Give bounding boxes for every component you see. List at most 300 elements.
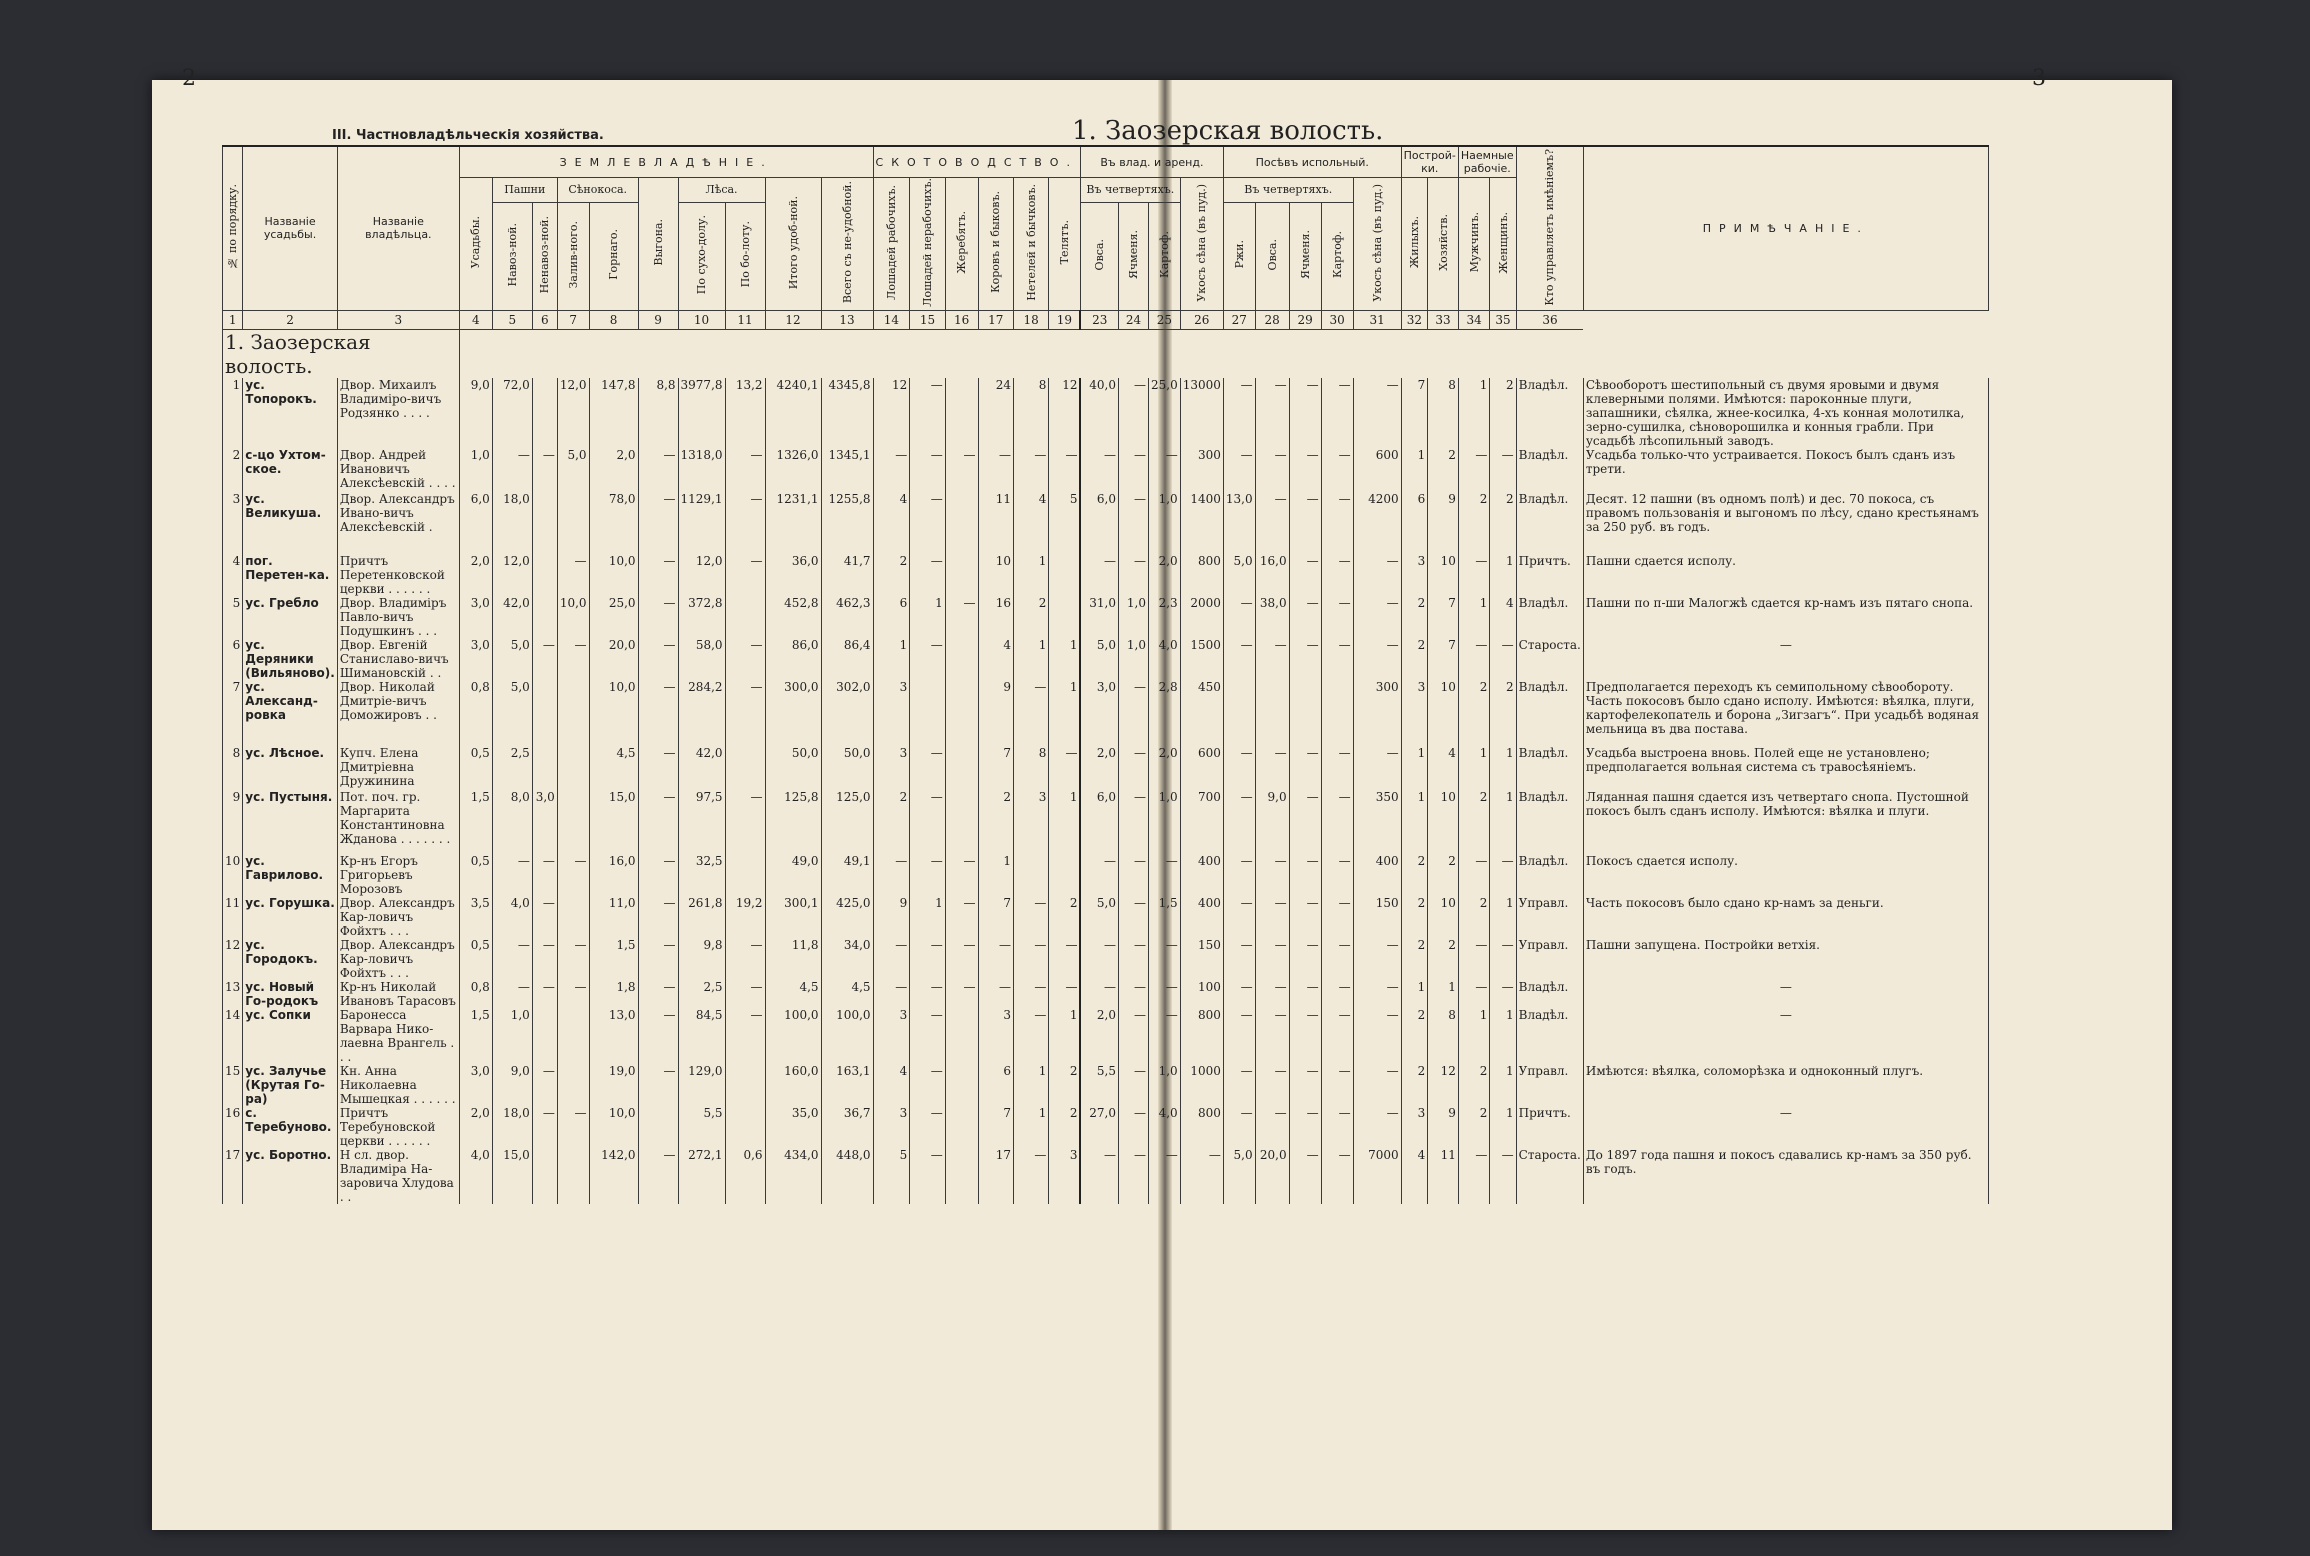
row-number: 16 (223, 1106, 243, 1148)
data-cell: 1 (1458, 1008, 1489, 1064)
data-cell: 3 (978, 1008, 1013, 1064)
data-cell: 129,0 (678, 1064, 725, 1106)
data-cell: — (1013, 680, 1048, 746)
col-header-number: № по порядку. (223, 146, 243, 310)
row-number: 10 (223, 854, 243, 896)
data-cell: — (1289, 980, 1321, 1008)
data-cell (1049, 854, 1081, 896)
data-cell: — (1223, 378, 1255, 448)
row-number: 9 (223, 790, 243, 854)
data-cell: 9,0 (492, 1064, 532, 1106)
col-header-c9: Выгона. (638, 178, 678, 311)
data-cell: 300 (1180, 448, 1223, 492)
data-cell: — (1255, 1064, 1289, 1106)
col-header-c31: Укосъ сѣна (въ пуд.) (1353, 178, 1401, 311)
data-cell: — (1353, 1064, 1401, 1106)
data-cell: 10,0 (589, 554, 638, 596)
estate-name: ус. Деряники (Вильяново). (243, 638, 338, 680)
table-row (223, 448, 1989, 492)
data-cell: 42,0 (492, 596, 532, 638)
data-cell: — (1458, 638, 1489, 680)
data-cell: 3 (1049, 1148, 1081, 1204)
data-cell: 16,0 (589, 854, 638, 896)
data-cell: 1 (1401, 980, 1428, 1008)
data-cell: 2,5 (492, 746, 532, 790)
data-cell: — (1049, 448, 1081, 492)
data-cell: — (725, 938, 765, 980)
data-cell: 8,8 (638, 378, 678, 448)
data-cell: 50,0 (765, 746, 821, 790)
data-cell: — (1223, 448, 1255, 492)
data-cell: 38,0 (1255, 596, 1289, 638)
note-cell: — (1583, 638, 1988, 680)
data-cell: — (910, 1008, 945, 1064)
data-cell: — (1118, 1008, 1148, 1064)
data-cell: 2,0 (1080, 1008, 1118, 1064)
data-cell: 150 (1180, 938, 1223, 980)
data-cell: — (638, 554, 678, 596)
col-header-c25: Картоф. (1148, 202, 1180, 310)
data-cell: 16 (978, 596, 1013, 638)
data-cell: — (873, 854, 910, 896)
data-cell: 34,0 (821, 938, 873, 980)
table-row (223, 638, 1989, 680)
data-cell: — (978, 938, 1013, 980)
data-cell: — (1049, 938, 1081, 980)
data-cell: 1 (1401, 746, 1428, 790)
data-cell: 5,5 (678, 1106, 725, 1148)
col-header-c13: Всего съ не-удобной. (821, 178, 873, 311)
data-cell: — (1353, 596, 1401, 638)
data-cell: — (1353, 554, 1401, 596)
table-row (223, 596, 1989, 638)
data-cell: 4345,8 (821, 378, 873, 448)
data-cell: — (1458, 554, 1489, 596)
data-cell: 3,5 (459, 896, 492, 938)
data-cell: — (873, 448, 910, 492)
data-cell: 6,0 (1080, 492, 1118, 554)
column-number: 30 (1321, 310, 1353, 329)
data-cell: — (1289, 378, 1321, 448)
data-cell: 147,8 (589, 378, 638, 448)
data-cell (532, 596, 557, 638)
data-cell: — (1490, 448, 1516, 492)
data-cell: 41,7 (821, 554, 873, 596)
data-cell: — (978, 448, 1013, 492)
data-cell: — (1223, 596, 1255, 638)
data-cell: 25,0 (1148, 378, 1180, 448)
col-header-c34: Мужчинъ. (1458, 178, 1489, 311)
data-cell (945, 1064, 978, 1106)
data-cell: — (492, 448, 532, 492)
data-cell: 78,0 (589, 492, 638, 554)
data-cell: — (1049, 746, 1081, 790)
data-cell: — (1289, 1106, 1321, 1148)
data-cell: 400 (1180, 896, 1223, 938)
data-cell: — (1013, 980, 1048, 1008)
data-cell: 600 (1180, 746, 1223, 790)
data-cell: — (638, 790, 678, 854)
data-cell: — (532, 638, 557, 680)
owner-name: Двор. Владиміръ Павло-вичъ Подушкинъ . . . (337, 596, 459, 638)
data-cell: 1 (1458, 596, 1489, 638)
data-cell: 2000 (1180, 596, 1223, 638)
data-cell: — (873, 938, 910, 980)
data-cell: 9 (1428, 492, 1459, 554)
table-row (223, 1148, 1989, 1204)
data-cell: — (1255, 1106, 1289, 1148)
manager-cell: Владѣл. (1516, 378, 1583, 448)
data-cell: — (1289, 554, 1321, 596)
column-number: 24 (1118, 310, 1148, 329)
data-cell: — (1321, 938, 1353, 980)
column-number: 33 (1428, 310, 1459, 329)
table-body (223, 310, 1989, 1204)
data-cell: — (638, 448, 678, 492)
data-cell: 20,0 (1255, 1148, 1289, 1204)
col-header-c7: Залив-ного. (557, 202, 589, 310)
owner-name: Двор. Евгеній Станиславо-вичъ Шимановскій . . (337, 638, 459, 680)
data-cell: 19,0 (589, 1064, 638, 1106)
data-cell: 300,0 (765, 680, 821, 746)
data-cell: 1 (1049, 638, 1081, 680)
data-cell: 1 (1458, 746, 1489, 790)
data-cell: — (1353, 378, 1401, 448)
col-header-c17: Коровъ и быковъ. (978, 178, 1013, 311)
data-cell: 32,5 (678, 854, 725, 896)
data-cell: — (1321, 596, 1353, 638)
data-cell: 1,5 (1148, 896, 1180, 938)
data-cell: 86,4 (821, 638, 873, 680)
data-cell: — (1013, 896, 1048, 938)
data-cell: 4 (873, 492, 910, 554)
data-cell: — (532, 1064, 557, 1106)
data-cell: 3,0 (459, 638, 492, 680)
column-number: 23 (1080, 310, 1118, 329)
data-cell: — (1289, 1064, 1321, 1106)
data-cell: 11,8 (765, 938, 821, 980)
data-cell: — (1321, 746, 1353, 790)
data-cell: 3 (1401, 554, 1428, 596)
data-cell: — (638, 680, 678, 746)
data-cell: 40,0 (1080, 378, 1118, 448)
data-cell: 50,0 (821, 746, 873, 790)
data-cell: — (1321, 1106, 1353, 1148)
volost-title-row (223, 329, 1989, 378)
data-cell: 10,0 (589, 680, 638, 746)
group-header-sowing: Посѣвъ испольный. (1223, 146, 1401, 178)
note-cell: Пашни сдается исполу. (1583, 554, 1988, 596)
owner-name: Двор. Михаилъ Владиміро-вичъ Родзянко . . . . (337, 378, 459, 448)
data-cell: — (1289, 638, 1321, 680)
data-cell: — (1118, 680, 1148, 746)
data-cell: 2 (873, 554, 910, 596)
table-row (223, 746, 1989, 790)
column-number: 28 (1255, 310, 1289, 329)
data-cell: 9 (1428, 1106, 1459, 1148)
data-cell: 16,0 (1255, 554, 1289, 596)
data-cell: 100,0 (765, 1008, 821, 1064)
data-cell: — (1289, 1008, 1321, 1064)
data-cell: — (1080, 1148, 1118, 1204)
col-header-c4: Усадьбы. (459, 178, 492, 311)
data-cell: — (1013, 1148, 1048, 1204)
table-row (223, 938, 1989, 980)
data-cell: — (1223, 638, 1255, 680)
data-cell: 19,2 (725, 896, 765, 938)
row-number: 5 (223, 596, 243, 638)
data-cell: 10,0 (589, 1106, 638, 1148)
data-cell: 1 (1013, 1106, 1048, 1148)
data-cell: — (1255, 938, 1289, 980)
data-cell: 5 (1049, 492, 1081, 554)
data-cell: 125,8 (765, 790, 821, 854)
data-cell: 2 (1401, 1064, 1428, 1106)
subgroup-arable: Пашни (492, 178, 557, 203)
column-number: 19 (1049, 310, 1081, 329)
owner-name: Кр-нъ Николай Ивановъ Тарасовъ (337, 980, 459, 1008)
data-cell: 700 (1180, 790, 1223, 854)
data-cell: 2 (1458, 1106, 1489, 1148)
data-cell (945, 1008, 978, 1064)
column-number: 13 (821, 310, 873, 329)
data-cell: — (1118, 378, 1148, 448)
data-cell (725, 596, 765, 638)
data-cell: 8 (1013, 746, 1048, 790)
data-cell: 2,0 (1148, 746, 1180, 790)
data-cell: 0,5 (459, 854, 492, 896)
data-cell: 4 (1013, 492, 1048, 554)
data-cell: 2 (1458, 896, 1489, 938)
data-cell: 2,0 (589, 448, 638, 492)
data-cell: 800 (1180, 554, 1223, 596)
data-cell (945, 492, 978, 554)
data-cell: — (1255, 378, 1289, 448)
data-cell: 1 (1490, 554, 1516, 596)
data-cell: — (945, 448, 978, 492)
data-cell: — (725, 492, 765, 554)
data-cell: 25,0 (589, 596, 638, 638)
column-number: 17 (978, 310, 1013, 329)
data-cell: — (1289, 1148, 1321, 1204)
data-cell: — (1080, 980, 1118, 1008)
data-cell: — (532, 448, 557, 492)
data-cell: 2 (1428, 854, 1459, 896)
data-cell: — (1353, 1106, 1401, 1148)
data-cell: — (1289, 938, 1321, 980)
data-cell: — (1255, 448, 1289, 492)
col-header-c6: Ненавоз-ной. (532, 202, 557, 310)
table-row (223, 896, 1989, 938)
data-cell: 3977,8 (678, 378, 725, 448)
data-cell: 1 (1490, 1106, 1516, 1148)
manager-cell: Управл. (1516, 896, 1583, 938)
data-cell: — (910, 854, 945, 896)
data-cell: 5,0 (557, 448, 589, 492)
column-number: 34 (1458, 310, 1489, 329)
data-cell: — (1118, 448, 1148, 492)
data-cell: 2,0 (459, 1106, 492, 1148)
data-cell: — (638, 980, 678, 1008)
note-cell: — (1583, 1106, 1988, 1148)
subgroup-forest: Лѣса. (678, 178, 765, 203)
data-cell: — (1321, 980, 1353, 1008)
row-number: 15 (223, 1064, 243, 1106)
data-cell: — (910, 1106, 945, 1148)
data-cell: — (638, 1008, 678, 1064)
data-cell: 2 (1428, 938, 1459, 980)
data-cell: 7000 (1353, 1148, 1401, 1204)
data-cell: 12 (1428, 1064, 1459, 1106)
data-cell (557, 1064, 589, 1106)
data-cell: 100 (1180, 980, 1223, 1008)
data-cell: 12,0 (678, 554, 725, 596)
data-cell: 1129,1 (678, 492, 725, 554)
row-number: 13 (223, 980, 243, 1008)
data-cell: — (1289, 854, 1321, 896)
data-cell: 1 (1490, 1008, 1516, 1064)
manager-cell: Владѣл. (1516, 746, 1583, 790)
data-cell: 4,0 (1148, 1106, 1180, 1148)
data-cell: — (910, 448, 945, 492)
data-cell: 400 (1353, 854, 1401, 896)
data-cell: 1 (1490, 896, 1516, 938)
group-header-workers: Наемные рабочіе. (1458, 146, 1516, 178)
data-cell: 1,0 (1148, 790, 1180, 854)
running-head: III. Частновладѣльческія хозяйства. (332, 128, 604, 143)
data-cell: — (1223, 1064, 1255, 1106)
data-cell: 1 (1490, 746, 1516, 790)
col-header-c19: Телятъ. (1049, 178, 1081, 311)
data-cell: 6,0 (459, 492, 492, 554)
column-number: 6 (532, 310, 557, 329)
owner-name: Баронесса Варвара Нико-лаевна Врангель . . . (337, 1008, 459, 1064)
data-cell: 1,5 (589, 938, 638, 980)
data-cell: — (1255, 746, 1289, 790)
data-cell: — (910, 980, 945, 1008)
data-cell: 434,0 (765, 1148, 821, 1204)
data-cell: 18,0 (492, 1106, 532, 1148)
data-cell: — (945, 980, 978, 1008)
data-cell: 2 (1049, 1106, 1081, 1148)
row-number: 7 (223, 680, 243, 746)
data-cell (557, 1008, 589, 1064)
column-number: 8 (589, 310, 638, 329)
data-cell: 6 (1401, 492, 1428, 554)
data-cell: 450 (1180, 680, 1223, 746)
data-cell (945, 638, 978, 680)
data-cell: — (1458, 938, 1489, 980)
data-cell: — (1148, 980, 1180, 1008)
owner-name: Двор. Николай Дмитріе-вичъ Доможировъ . . (337, 680, 459, 746)
data-cell: — (638, 746, 678, 790)
note-cell: Часть покосовъ было сдано кр-намъ за деньги. (1583, 896, 1988, 938)
estate-name: ус. Лѣсное. (243, 746, 338, 790)
owner-name: Кр-нъ Егоръ Григорьевъ Морозовъ (337, 854, 459, 896)
column-number: 18 (1013, 310, 1048, 329)
data-cell: — (557, 980, 589, 1008)
data-cell: — (1255, 492, 1289, 554)
data-cell: 58,0 (678, 638, 725, 680)
data-cell: 2,5 (678, 980, 725, 1008)
col-header-c10: По сухо-долу. (678, 202, 725, 310)
group-header-buildings: Построй-ки. (1401, 146, 1458, 178)
data-cell: — (1118, 1106, 1148, 1148)
data-cell: 4,0 (1148, 638, 1180, 680)
data-cell: — (1118, 1148, 1148, 1204)
data-cell: — (725, 448, 765, 492)
data-cell: 4,5 (821, 980, 873, 1008)
right-page-number: 3 (2032, 66, 2046, 91)
data-cell: — (638, 1148, 678, 1204)
data-cell: — (1289, 596, 1321, 638)
data-cell (557, 492, 589, 554)
column-number: 7 (557, 310, 589, 329)
data-cell: — (1223, 938, 1255, 980)
data-cell: — (1223, 980, 1255, 1008)
data-cell (532, 1008, 557, 1064)
data-cell: 4240,1 (765, 378, 821, 448)
column-number: 25 (1148, 310, 1180, 329)
data-cell: 8 (1428, 378, 1459, 448)
data-cell: 8 (1428, 1008, 1459, 1064)
owner-name: Двор. Андрей Ивановичъ Алексѣевскій . . . . (337, 448, 459, 492)
manager-cell: Владѣл. (1516, 448, 1583, 492)
data-cell: 7 (1428, 596, 1459, 638)
data-cell: 5,0 (1223, 1148, 1255, 1204)
data-cell: 1,0 (492, 1008, 532, 1064)
data-cell: 2 (1490, 680, 1516, 746)
data-cell: 150 (1353, 896, 1401, 938)
col-header-c14: Лошадей рабочихъ. (873, 178, 910, 311)
data-cell: — (1458, 854, 1489, 896)
col-header-c28: Овса. (1255, 202, 1289, 310)
data-cell: 1 (1013, 638, 1048, 680)
data-cell: — (1490, 638, 1516, 680)
data-cell: — (1321, 492, 1353, 554)
data-cell: — (1490, 1148, 1516, 1204)
estate-name: ус. Топорокъ. (243, 378, 338, 448)
data-cell: 1 (1049, 1008, 1081, 1064)
data-cell: 8,0 (492, 790, 532, 854)
col-header-c18: Нетелей и бычковъ. (1013, 178, 1048, 311)
data-cell: — (910, 1064, 945, 1106)
data-cell: 284,2 (678, 680, 725, 746)
data-cell: — (638, 896, 678, 938)
data-cell (945, 790, 978, 854)
data-cell: 300,1 (765, 896, 821, 938)
data-cell: 36,7 (821, 1106, 873, 1148)
data-cell: 4,5 (589, 746, 638, 790)
data-cell: — (1049, 980, 1081, 1008)
subgroup-quarters-rent: Въ четвертяхъ. (1080, 178, 1180, 203)
estate-name: ус. Сопки (243, 1008, 338, 1064)
data-cell: — (725, 1008, 765, 1064)
table-row (223, 378, 1989, 448)
data-cell: — (1458, 980, 1489, 1008)
col-header-c29: Ячменя. (1289, 202, 1321, 310)
data-cell: — (1321, 854, 1353, 896)
data-cell: 42,0 (678, 746, 725, 790)
data-cell: 2 (873, 790, 910, 854)
data-cell: — (1118, 854, 1148, 896)
data-cell: — (1013, 1008, 1048, 1064)
data-cell: 2 (1458, 492, 1489, 554)
data-cell: — (1321, 378, 1353, 448)
manager-cell: Причтъ. (1516, 554, 1583, 596)
data-cell: 2 (1428, 448, 1459, 492)
data-cell (945, 1148, 978, 1204)
